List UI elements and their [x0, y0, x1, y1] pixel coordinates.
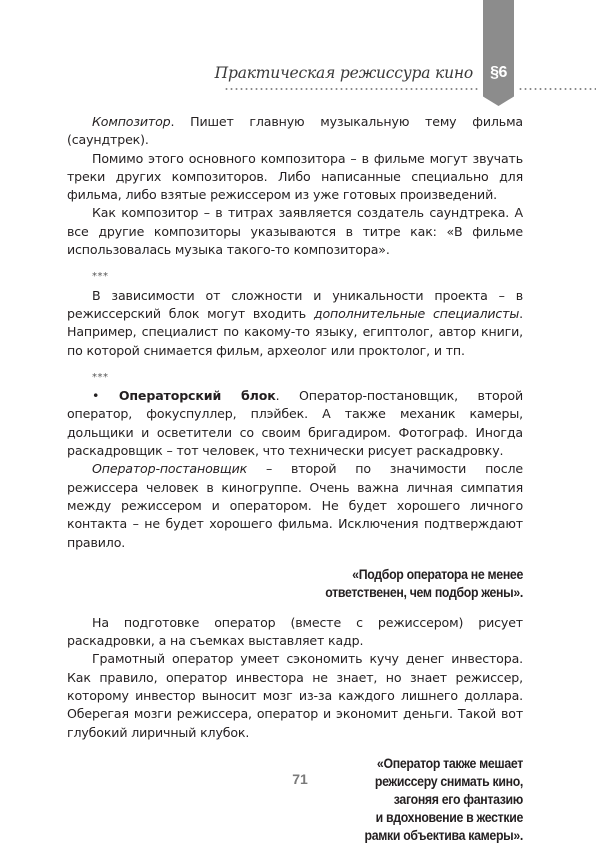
section-marker: §6: [490, 64, 507, 81]
paragraph: На подготовке оператор (вместе с режиссером) рисует раскадровки, а на съемках выставляет кадр.: [67, 614, 523, 649]
header-dotted-rule-right: [518, 88, 596, 90]
term-camera-block: Операторский блок: [118, 388, 276, 404]
term-composer: Композитор: [92, 114, 171, 129]
paragraph: Помимо этого основного композитора – в фильме могут звучать треки других композиторов. Либо написанные специально для фильма, либо взятые режиссером из уже готовых произведений.: [67, 150, 523, 203]
page-number: 71: [292, 771, 308, 787]
header-dotted-rule: [224, 88, 480, 90]
paragraph-additional-specialists: В зависимости от сложности и уникальности проекта – в режиссерский блок могут входить дополнительные специалисты. Например, специалист по какому-то языку, египтолог, автор книги, по которой снимается фильм, археолог или проктолог, и тп.: [67, 287, 523, 358]
paragraph-composer: Композитор. Пишет главную музыкальную тему фильма (саундтрек).: [67, 114, 523, 148]
paragraph: Как композитор – в титрах заявляется создатель саундтрека. А все другие композиторы указываются в титре как: «В фильме использовалась музыка такого-то композитора».: [67, 205, 523, 258]
pull-quote-1: «Подбор оператора не менее ответственен, чем подбор жены».: [325, 566, 523, 600]
section-separator: ***: [92, 271, 109, 283]
running-head-title: Практическая режиссура кино: [214, 64, 473, 82]
term-dop: Оператор-постановщик: [92, 461, 248, 477]
paragraph: Грамотный оператор умеет сэкономить кучу денег инвестора. Как правило, оператор инвестора не знает, но знает режиссер, которому инвестор выносит мозг из-за каждого лишнего доллара. Оберегая мозги режиссера, оператор и экономит деньги. Такой вот глубокий лиричный клубок.: [67, 651, 523, 740]
page-body: [67, 113, 523, 845]
paragraph-dop: Оператор-постановщик – второй по значимости после режиссера человек в киногруппе. Очень важна личная симпатия между режиссером и оператором. Не будет хорошего личного контакта – не будет хорошего фильма. Исключения подтверждают правило.: [67, 461, 523, 550]
term-additional-specialists: дополнительные специалисты: [313, 305, 520, 321]
paragraph-camera-block: • Операторский блок. Оператор-постановщик, второй оператор, фокуспуллер, плэйбек. А также механик камеры, дольщики и осветители со своим бригадиром. Фотограф. Иногда раскадровщик – тот человек, что технически рисует раскадровку.: [67, 388, 524, 459]
section-separator: ***: [92, 371, 109, 383]
pull-quote-2: «Оператор также мешает режиссеру снимать кино, загоняя его фантазию и вдохновение в жесткие рамки объектива камеры».: [364, 755, 523, 843]
bullet: •: [92, 388, 119, 404]
section-bookmark-tab: [483, 0, 514, 106]
